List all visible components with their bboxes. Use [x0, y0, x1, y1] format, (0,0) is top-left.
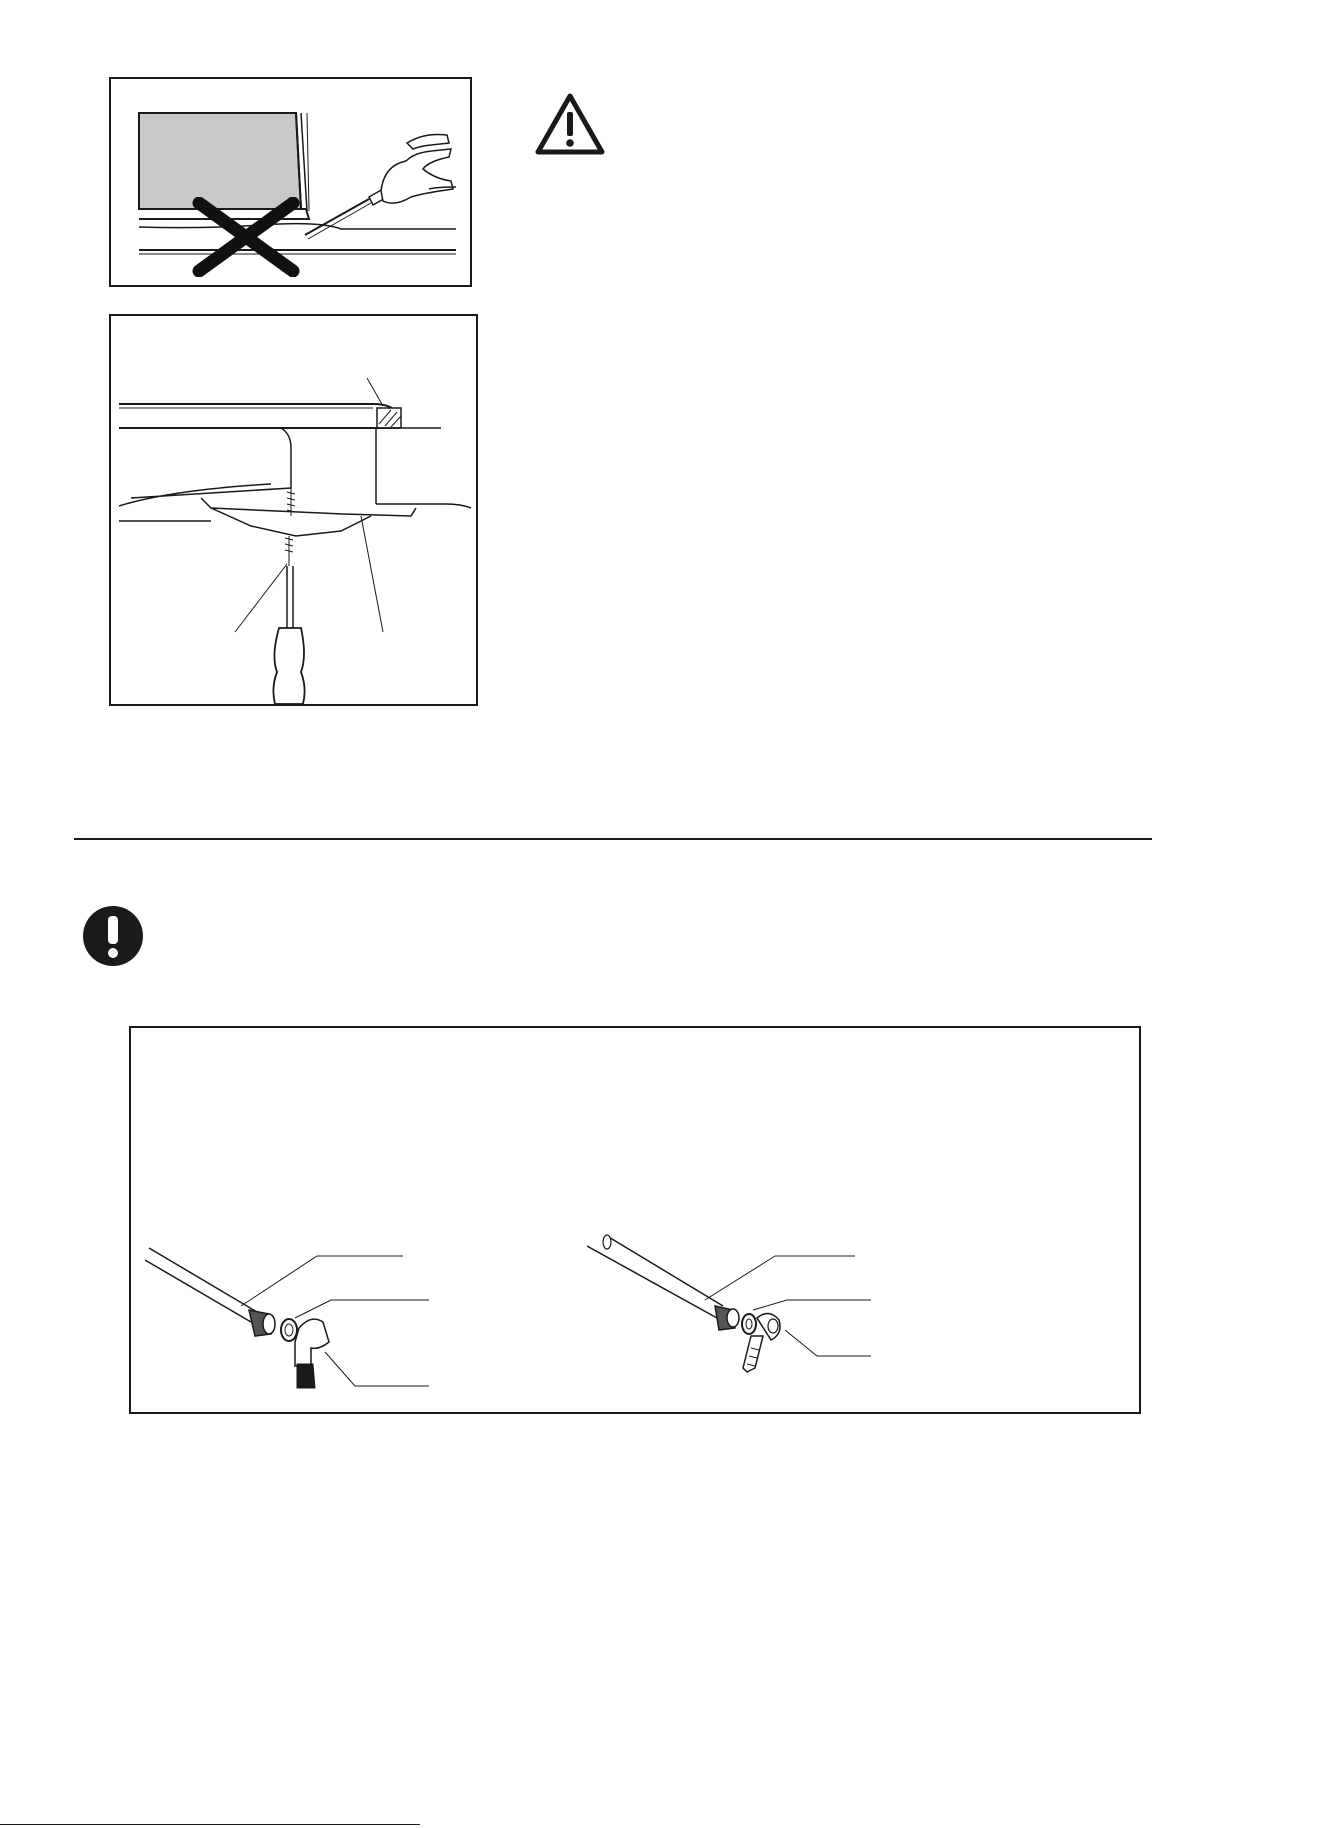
warning-triangle-icon	[534, 92, 606, 156]
section-divider	[74, 838, 1152, 840]
adjust-screw-illustration	[111, 316, 476, 704]
page-footer-rule	[0, 1824, 420, 1825]
figure-adjust-screw	[109, 314, 478, 706]
mandatory-action-icon	[81, 904, 145, 968]
figure-gas-fittings	[129, 1026, 1141, 1414]
gas-fitting-left	[145, 1218, 445, 1398]
gas-fitting-right	[587, 1218, 887, 1398]
cross-mark-icon	[191, 197, 301, 277]
figure-glass-panel-no-pry	[109, 77, 472, 287]
